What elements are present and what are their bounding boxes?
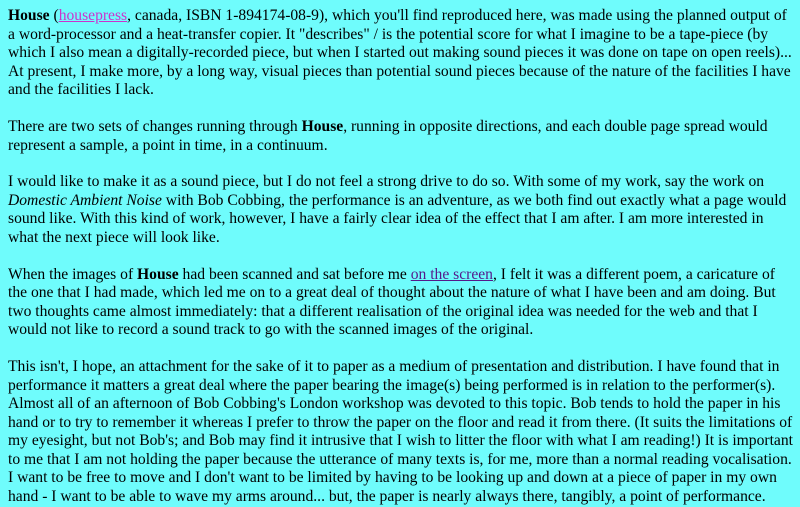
house-title-bold: House (137, 265, 179, 283)
paragraph-text: had been scanned and sat before me (178, 265, 411, 283)
domestic-ambient-noise-title: Domestic Ambient Noise (8, 191, 162, 209)
paragraph-paper (8, 358, 794, 507)
paragraph-text: , canada, ISBN 1-894174-08-9), which you'll find reproduced here, was made using the planned output of a word-processor and a heat-transfer copier. It "describes" / is the potential score for what I imagine to be a tape-piece (by which I also mean a digitally-recorded piece, but when I started out making sound pieces it was done on tape on open reels)... At present, I make more, by a long way, visual pieces than potential sound pieces because of the nature of the facilities I have and the facilities I lack. (8, 7, 792, 99)
paragraph-text: , I felt it was a different poem, a caricature of the one that I had made, which led me on to a great deal of thought about the nature of what I have been and am doing. But two thoughts came almost immediately: that a different realisation of the original idea was needed for the web and that I would not like to record a sound track to go with the scanned images of the original. (8, 265, 776, 339)
house-title-bold: House (8, 7, 50, 24)
paragraph-text: There are two sets of changes running through (8, 117, 302, 135)
house-title-bold: House (301, 117, 344, 135)
paragraph-text: with Bob Cobbing, the performance is an adventure, as we both find out exactly what a page would sound like. With this kind of work, however, I have a fairly clear idea of the effect that I am after. I am more interested in what the next piece will look like. (8, 191, 787, 246)
paragraph-text: , running in opposite directions, and each double page spread would represent a sample, a point in time, in a continuum. (8, 117, 768, 154)
on-the-screen-link[interactable]: on the screen (410, 265, 493, 283)
paragraph-text: When the images of (8, 265, 138, 283)
paragraph-intro (8, 7, 794, 100)
paragraph-text: This isn't, I hope, an attachment for the sake of it to paper as a medium of presentation and distribution. I have found that in performance it matters a great deal where the paper bearing the image(s) being performed is in relation to the performer(s). Almost all of an afternoon of Bob Cobbing's London workshop was devoted to this topic. Bob tends to hold the paper in his hand or to try to remember it whereas I prefer to throw the paper on the floor and read it from there. (It suits the limitations of my eyesight, but not Bob's; and Bob may find it intrusive that I wish to litter the floor with what I am reading!) It is important to me that I am not holding the paper because the utterance of many texts is, for me, more than a normal reading vocalisation. I want to be free to move and I don't want to be limited by having to be looking up and down at a piece of paper in my own hand - I want to be able to wave my arms around... but, the paper is nearly always there, tangibly, a point of performance. (8, 357, 793, 506)
paragraph-text: ( (49, 7, 59, 24)
housepress-link[interactable]: housepress (58, 7, 128, 24)
paragraph-sound-piece (8, 173, 794, 247)
paragraph-changes (8, 118, 794, 155)
paragraph-text: I would like to make it as a sound piece, but I do not feel a strong drive to do so. With some of my work, say the work on (8, 173, 765, 191)
paragraph-scanned (8, 266, 794, 340)
